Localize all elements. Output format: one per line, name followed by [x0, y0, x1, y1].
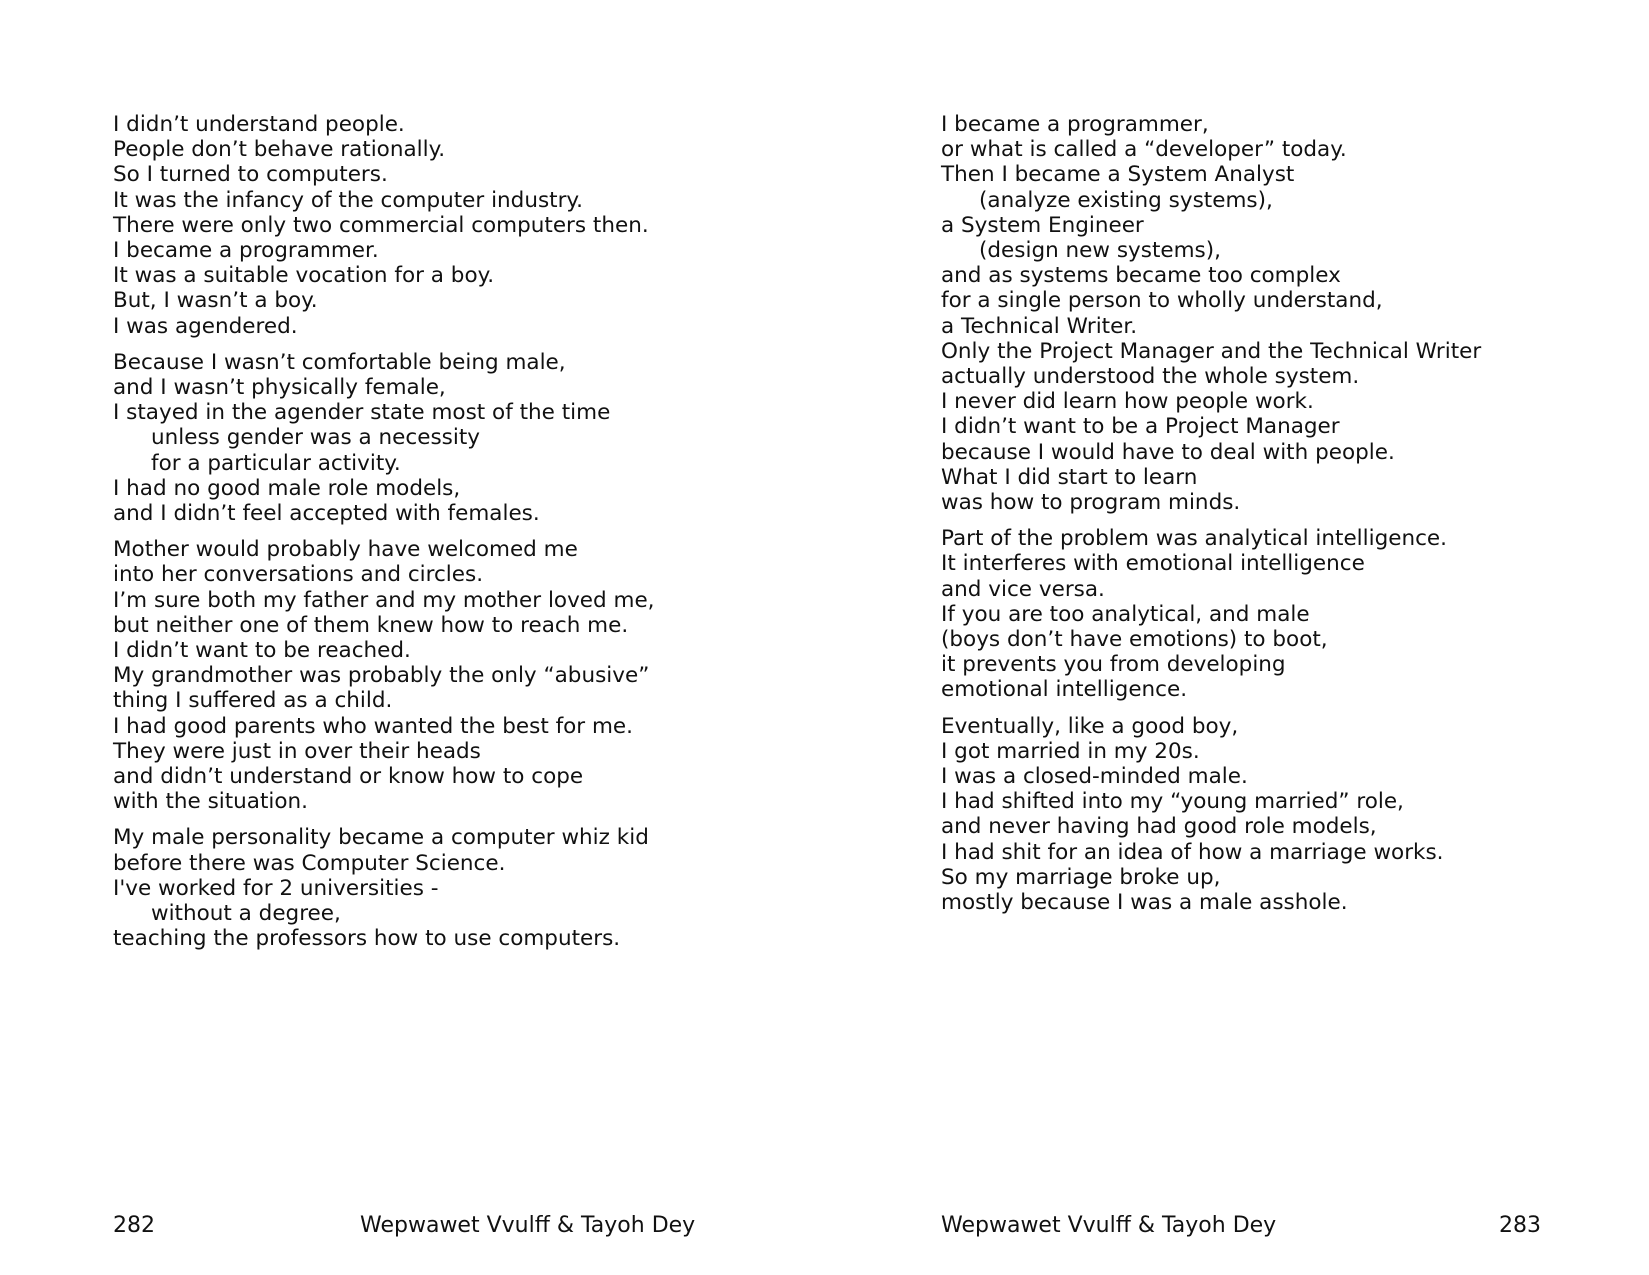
text-line: it prevents you from developing: [941, 652, 1286, 678]
text-line: It interferes with emotional intelligence: [941, 551, 1365, 577]
text-line: and never having had good role models,: [941, 814, 1377, 840]
text-line: It was the infancy of the computer industry.: [113, 187, 583, 213]
text-line: I became a programmer,: [941, 112, 1209, 137]
text-line: Mother would probably have welcomed me: [113, 537, 578, 563]
text-line: and didn’t understand or know how to cope: [113, 764, 584, 790]
text-line: I was agendered.: [113, 313, 298, 339]
text-line: a System Engineer: [941, 212, 1144, 238]
left-page: [113, 0, 813, 1275]
text-line: I didn’t understand people.: [113, 112, 405, 137]
text-line: I didn’t want to be reached.: [113, 638, 411, 664]
text-line: because I would have to deal with people.: [941, 439, 1395, 465]
text-line: was how to program minds.: [941, 490, 1241, 516]
text-line: (design new systems),: [979, 238, 1221, 264]
text-line: with the situation.: [113, 789, 308, 815]
text-line: I got married in my 20s.: [941, 738, 1200, 764]
text-line: I became a programmer.: [113, 238, 379, 264]
text-line: I had no good male role models,: [113, 475, 461, 501]
text-line: I had good parents who wanted the best for me.: [113, 713, 633, 739]
text-line: mostly because I was a male asshole.: [941, 890, 1348, 916]
text-line: Eventually, like a good boy,: [941, 713, 1239, 739]
text-line: So I turned to computers.: [113, 162, 388, 188]
text-line: and vice versa.: [941, 576, 1105, 602]
text-line: I never did learn how people work.: [941, 389, 1314, 415]
text-line: Because I wasn’t comfortable being male,: [113, 349, 566, 375]
text-line: They were just in over their heads: [113, 738, 481, 764]
text-line: I was a closed-minded male.: [941, 764, 1248, 790]
text-line: There were only two commercial computers then.: [113, 212, 649, 238]
text-line: I had shifted into my “young married” role,: [941, 789, 1404, 815]
stanza: [941, 112, 1481, 515]
text-line: (analyze existing systems),: [979, 187, 1273, 213]
left-page-author-footer: Wepwawet Vvulff & Tayoh Dey: [360, 1213, 696, 1238]
right-page-body: [941, 112, 1481, 926]
text-line: thing I suffered as a child.: [113, 688, 393, 714]
text-line: actually understood the whole system.: [941, 364, 1360, 390]
text-line: for a particular activity.: [151, 450, 401, 476]
left-page-body: [113, 112, 655, 963]
text-line: I stayed in the agender state most of the time: [113, 400, 611, 426]
text-line: I had shit for an idea of how a marriage works.: [941, 839, 1444, 865]
text-line: What I did start to learn: [941, 464, 1198, 490]
text-line: (boys don’t have emotions) to boot,: [941, 627, 1328, 653]
text-line: and I didn’t feel accepted with females.: [113, 501, 540, 527]
stanza: [113, 825, 655, 951]
stanza: [113, 350, 655, 526]
text-line: My male personality became a computer whiz kid: [113, 825, 649, 851]
left-page-number: 282: [113, 1213, 155, 1238]
text-line: before there was Computer Science.: [113, 850, 506, 876]
text-line: or what is called a “developer” today.: [941, 137, 1347, 163]
text-line: into her conversations and circles.: [113, 562, 484, 588]
text-line: teaching the professors how to use computers.: [113, 926, 621, 952]
text-line: But, I wasn’t a boy.: [113, 288, 318, 314]
text-line: People don’t behave rationally.: [113, 137, 446, 163]
text-line: for a single person to wholly understand,: [941, 288, 1383, 314]
stanza: [941, 714, 1481, 916]
right-page: [941, 0, 1631, 1275]
text-line: but neither one of them knew how to reach me.: [113, 612, 629, 638]
text-line: I’m sure both my father and my mother loved me,: [113, 587, 655, 613]
text-line: and as systems became too complex: [941, 263, 1341, 289]
text-line: and I wasn’t physically female,: [113, 375, 446, 401]
right-page-author-footer: Wepwawet Vvulff & Tayoh Dey: [941, 1213, 1277, 1238]
stanza: [113, 537, 655, 814]
text-line: Only the Project Manager and the Technical Writer: [941, 338, 1482, 364]
text-line: I've worked for 2 universities -: [113, 875, 439, 901]
text-line: unless gender was a necessity: [151, 425, 480, 451]
text-line: My grandmother was probably the only “abusive”: [113, 663, 650, 689]
text-line: emotional intelligence.: [941, 677, 1188, 703]
text-line: a Technical Writer.: [941, 313, 1138, 339]
right-page-number: 283: [1499, 1213, 1541, 1238]
text-line: Then I became a System Analyst: [941, 162, 1295, 188]
text-line: So my marriage broke up,: [941, 864, 1221, 890]
text-line: I didn’t want to be a Project Manager: [941, 414, 1340, 440]
text-line: If you are too analytical, and male: [941, 601, 1310, 627]
stanza: [113, 112, 655, 339]
text-line: It was a suitable vocation for a boy.: [113, 263, 495, 289]
text-line: without a degree,: [151, 901, 341, 927]
stanza: [941, 526, 1481, 702]
text-line: Part of the problem was analytical intelligence.: [941, 526, 1447, 552]
